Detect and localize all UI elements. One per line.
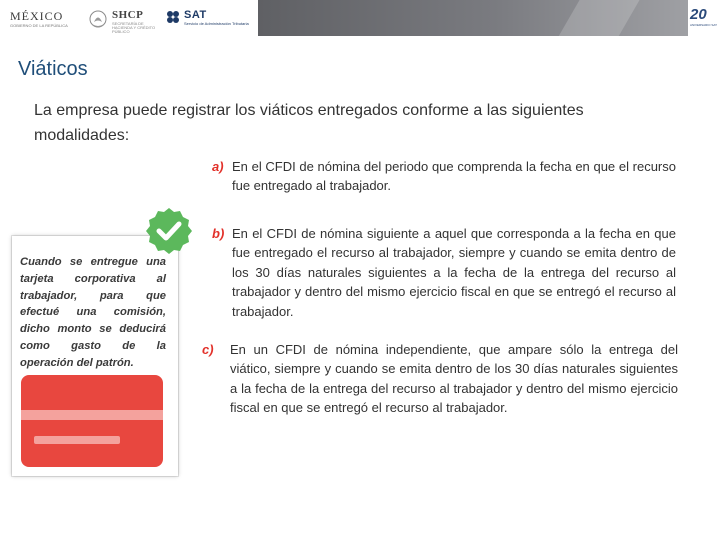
list-item-c: [202, 340, 678, 418]
shcp-logo: [112, 7, 162, 34]
mexico-eagle-icon: [88, 9, 108, 31]
page-title: Viáticos: [18, 58, 88, 80]
list-marker-b: b): [212, 226, 225, 241]
sat-icon: [166, 10, 180, 24]
list-item-a: [212, 157, 676, 196]
shcp-logo-text: SHCP: [112, 9, 144, 21]
list-marker-c: c): [202, 342, 214, 357]
mexico-logo-text: MÉXICO: [10, 9, 64, 23]
header-banner: [0, 0, 720, 36]
mexico-logo: [10, 7, 105, 31]
sat-logo-text: SAT: [184, 9, 207, 21]
header-gray-band: [258, 0, 688, 36]
list-marker-a: a): [212, 159, 224, 174]
card-note-text: Cuando se entregue una tarjeta corporativa al trabajador, para que efectué una comisión, dicho monto se deducirá como gasto de la operación del patrón.: [20, 256, 166, 369]
sat-logo: [166, 9, 258, 29]
list-text-c: En un CFDI de nómina independiente, que ampare sólo la entrega del viático, siempre y cuando se emita dentro de los 30 días naturales siguientes a la fecha de la entrega del recurso al trabajador y dentro del mismo ejercicio fiscal en que se entregó el recurso al trabajador.: [230, 342, 678, 416]
sat-logo-subtitle: Servicio de Administración Tributaria: [184, 21, 249, 26]
header-band-highlight: [551, 0, 646, 50]
mexico-logo-subtitle: GOBIERNO DE LA REPÚBLICA: [10, 23, 68, 28]
shcp-logo-subtitle: SECRETARÍA DE HACIENDA Y CRÉDITO PÚBLICO: [112, 21, 156, 34]
anniversary-logo: [688, 2, 720, 36]
list-text-b: En el CFDI de nómina siguiente a aquel que corresponda a la fecha en que fue entregado el recurso al trabajador, siempre y cuando se emita dentro de los 30 días naturales siguientes a la fecha de la entrega del recurso al trabajador y dentro del mismo ejercicio fiscal en que se entregó el recurso al trabajador.: [232, 226, 676, 319]
credit-card-icon: [20, 374, 164, 468]
intro-paragraph: La empresa puede registrar los viáticos entregados conforme a las siguientes modalidades:: [34, 102, 584, 144]
check-badge-icon: [144, 206, 194, 256]
list-text-a: En el CFDI de nómina del periodo que comprenda la fecha en que el recurso fue entregado al trabajador.: [232, 159, 676, 194]
anniversary-subtitle: ANIVERSARIO SAT: [690, 23, 717, 27]
card-illustration-panel: [12, 236, 178, 476]
anniversary-number: 20: [690, 6, 707, 23]
list-item-b: [212, 224, 676, 321]
